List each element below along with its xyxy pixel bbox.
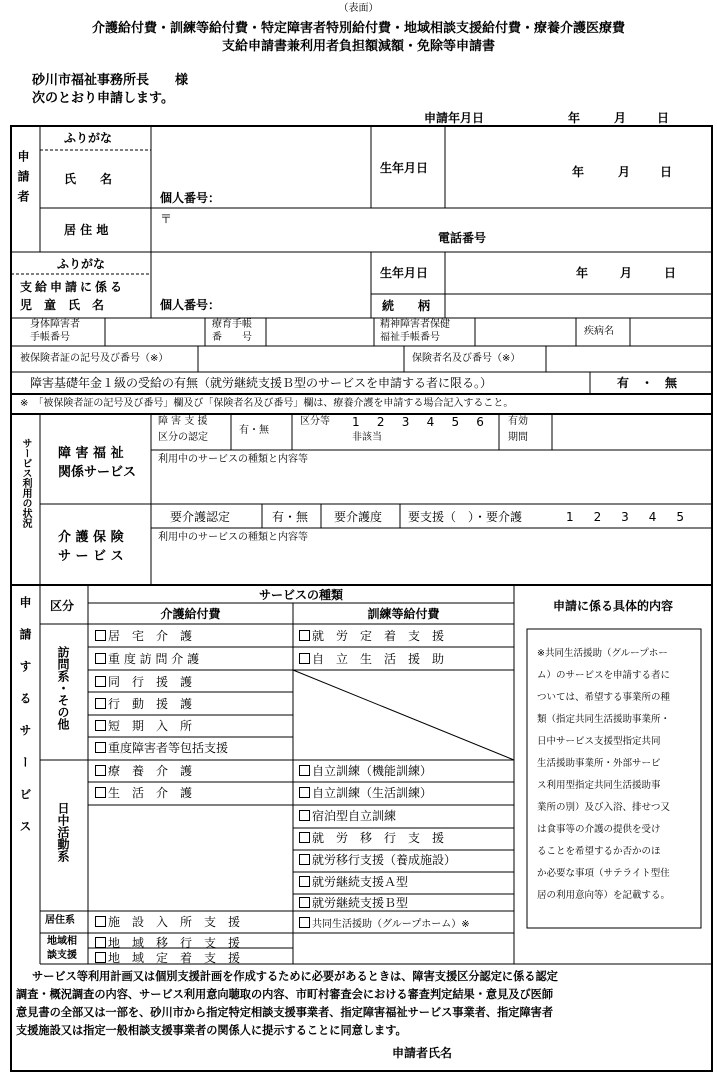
service-item-group-home[interactable]: 共同生活援助（グループホーム）※ (299, 917, 470, 930)
checkbox[interactable] (299, 630, 310, 641)
service-item-severe-visit-care[interactable]: 重 度 訪 問 介 護 (95, 653, 199, 665)
group-home-detail-note (537, 643, 670, 907)
service-item-functional-training[interactable]: 自立訓練（機能訓練） (299, 765, 432, 777)
child-mynumber-label[interactable]: 個人番号： (160, 298, 221, 312)
consent-line: 支援施設又は指定一般相談支援事業者の関係人に提示することに同意します。 (16, 1024, 407, 1037)
applicant-furigana-label: ふりがな (64, 131, 113, 145)
care-grade-5[interactable]: 5 (676, 510, 684, 524)
physical-handbook-label-2: 手帳番号 (30, 332, 70, 343)
checkbox[interactable] (299, 653, 310, 664)
consent-line: 調査・概況調査の内容、サービス利用意向聴取の内容、市町村審査会における審査判定結果・意見及び医師 (16, 988, 554, 1001)
disease-name-label: 疾病名 (584, 326, 614, 337)
note-insurance: ※ 「被保険者証の記号及び番号」欄及び「保険者名及び番号」欄は、療養介護を申請する場合記入すること。 (20, 398, 514, 409)
checkbox[interactable] (299, 832, 310, 843)
service-item-community-transition[interactable]: 地 域 移 行 支 援 (95, 937, 240, 949)
physical-handbook-label-1: 身体障害者 (30, 319, 80, 330)
service-item-facility-admission[interactable]: 施 設 入 所 支 援 (95, 916, 240, 928)
applicant-birth-year[interactable]: 年 (572, 165, 585, 179)
requested-services-section-label: 申請するサービス (18, 596, 32, 852)
support-category-yes-no[interactable]: 有・無 (239, 425, 269, 436)
not-applicable-option[interactable]: 非該当 (352, 432, 382, 443)
service-item-employment-transition-training[interactable]: 就労移行支援（養成施設） (299, 854, 456, 866)
detail-note-line: ※共同生活援助（グループホー (537, 648, 668, 659)
insurer-name-label: 保険者名及び番号（※） (412, 353, 521, 364)
care-grade-1[interactable]: 1 (566, 510, 574, 524)
page-side-label: （表面） (338, 3, 379, 14)
child-relation-label: 続 柄 (382, 299, 431, 313)
service-item-life-training[interactable]: 自立訓練（生活訓練） (299, 787, 432, 799)
request-detail-header: 申請に係る具体的内容 (552, 599, 673, 613)
detail-note-line: 業所の別）及び入浴、排せつ又 (537, 802, 671, 813)
care-certification-yes-no[interactable]: 有・無 (272, 510, 309, 524)
service-item-behavior-support[interactable]: 行 動 援 護 (95, 698, 192, 710)
form-title-line2: 支給申請書兼利用者負担額減額・免除等申請書 (221, 39, 495, 54)
service-item-accompany-support[interactable]: 同 行 援 護 (95, 676, 192, 688)
care-level-label: 要介護度 (334, 510, 383, 524)
care-insurance-label-2: サ ー ビ ス (58, 549, 124, 564)
service-item-home-care[interactable]: 居 宅 介 護 (95, 630, 192, 642)
mental-handbook-label-2: 福祉手帳番号 (380, 332, 440, 343)
care-benefits-header: 介護給付費 (160, 607, 221, 621)
application-date-label: 申請年月日 (424, 111, 485, 125)
consent-statement (16, 968, 558, 1040)
care-grade-2[interactable]: 2 (593, 510, 602, 524)
checkbox[interactable] (299, 765, 310, 776)
checkbox[interactable] (95, 937, 106, 948)
child-birth-month[interactable]: 月 (620, 266, 633, 280)
checkbox[interactable] (95, 698, 106, 709)
detail-note-line: ム）のサービスを申請する者に (537, 670, 671, 681)
support-category-label-2: 区分の認定 (158, 432, 208, 443)
support-category-label-1: 障 害 支 援 (158, 416, 208, 427)
applicant-address-label: 居 住 地 (64, 223, 109, 237)
welfare-service-label-2: 関係サービス (58, 465, 137, 480)
support-grade-3[interactable]: 3 (401, 415, 410, 429)
detail-note-line: 類（指定共同生活援助事業所・ (537, 714, 671, 725)
care-certification-label: 要介護認定 (170, 510, 231, 524)
region-group-label-1: 地域相 (47, 936, 77, 947)
grade-label: 区分等 (300, 416, 330, 427)
service-item-independent-living-assist[interactable]: 自 立 生 活 援 助 (299, 653, 444, 665)
checkbox[interactable] (299, 897, 310, 908)
service-item-community-settlement[interactable]: 地 域 定 着 支 援 (95, 952, 240, 964)
support-grade-6[interactable]: 6 (476, 415, 484, 429)
service-item-continued-employment-a[interactable]: 就労継続支援Ａ型 (299, 876, 408, 888)
rehab-handbook-label-2: 番 号 (212, 332, 252, 343)
support-grade-5[interactable]: 5 (451, 415, 460, 429)
application-date-month[interactable]: 月 (614, 111, 627, 125)
service-type-header: サービスの種類 (258, 588, 343, 602)
care-support-option[interactable]: 要支援（ ）・要介護 (408, 510, 523, 524)
service-item-life-care[interactable]: 生 活 介 護 (95, 787, 192, 799)
child-name-label-line2: 児 童 氏 名 (20, 298, 105, 312)
checkbox[interactable] (95, 787, 106, 798)
child-name-label-line1: 支給申請に係る (20, 280, 126, 294)
care-insurance-description-label: 利用中のサービスの種類と内容等 (158, 532, 308, 543)
detail-note-line: ス利用型指定共同生活援助事 (537, 780, 661, 791)
child-birthdate-label: 生年月日 (380, 266, 429, 280)
detail-note-line: ついては、希望する事業所の種 (537, 692, 671, 703)
rehab-handbook-label-1: 療育手帳 (212, 319, 252, 330)
welfare-service-description-label: 利用中のサービスの種類と内容等 (158, 454, 308, 465)
valid-period-label-1: 有効 (508, 416, 528, 427)
checkbox[interactable] (299, 854, 310, 865)
day-activity-group-label: 日中活動系 (56, 802, 70, 862)
service-item-medical-care[interactable]: 療 養 介 護 (95, 765, 192, 777)
residential-group-label: 居住系 (45, 915, 75, 926)
checkbox[interactable] (95, 916, 106, 927)
checkbox[interactable] (95, 952, 106, 963)
valid-period-label-2: 期間 (508, 432, 528, 443)
child-furigana-label: ふりがな (57, 257, 106, 271)
checkbox[interactable] (95, 720, 106, 731)
care-grade-3[interactable]: 3 (621, 510, 629, 524)
detail-note-line: か必要な事項（サテライト型住 (537, 868, 670, 879)
application-date-year[interactable]: 年 (568, 111, 581, 125)
checkbox[interactable] (95, 676, 106, 687)
care-insurance-label-1: 介 護 保 険 (58, 530, 124, 545)
service-item-comprehensive-support[interactable]: 重度障害者等包括支援 (95, 742, 228, 754)
detail-note-line: は食事等の介護の提供を受け (537, 824, 661, 835)
region-group-label-2: 談支援 (47, 950, 77, 961)
applicant-section-label: 申請者 (16, 150, 30, 210)
service-item-continued-employment-b[interactable]: 就労継続支援Ｂ型 (299, 897, 408, 909)
intro-text: 次のとおり申請します。 (32, 91, 174, 106)
applicant-birth-month[interactable]: 月 (618, 165, 631, 179)
consent-line: サービス等利用計画又は個別支援計画を作成するために必要があるときは、障害支援区分認定に係る認定 (32, 970, 558, 983)
applicant-phone-label[interactable]: 電話番号 (438, 231, 487, 245)
applicant-birthdate-label: 生年月日 (380, 161, 429, 175)
child-birth-day[interactable]: 日 (664, 266, 677, 280)
applicant-mynumber-label[interactable]: 個人番号： (160, 191, 221, 205)
pension-options[interactable]: 有 ・ 無 (617, 376, 678, 390)
checkbox[interactable] (299, 876, 310, 887)
training-benefits-header: 訓練等給付費 (367, 607, 440, 621)
applicant-name-label: 氏 名 (64, 172, 113, 186)
addressee: 砂川市福祉事務所長 様 (32, 73, 189, 88)
service-item-employment-transition[interactable]: 就 労 移 行 支 援 (299, 832, 444, 844)
support-grade-2[interactable]: 2 (376, 415, 385, 429)
checkbox[interactable] (95, 630, 106, 641)
service-item-short-stay[interactable]: 短 期 入 所 (95, 720, 192, 732)
service-item-employment-settlement[interactable]: 就 労 定 着 支 援 (299, 630, 444, 642)
category-header: 区分 (50, 599, 75, 613)
checkbox[interactable] (95, 653, 106, 664)
applicant-birth-day[interactable]: 日 (660, 165, 673, 179)
support-grade-4[interactable]: 4 (426, 415, 435, 429)
care-grade-options[interactable] (566, 511, 684, 523)
usage-section-label: サービス利用の状況 (20, 438, 31, 528)
checkbox[interactable] (95, 765, 106, 776)
detail-note-line: 日中サービス支援型指定共同 (537, 736, 661, 747)
welfare-service-label-1: 障 害 福 祉 (58, 446, 124, 461)
care-grade-4[interactable]: 4 (648, 510, 657, 524)
checkbox[interactable] (299, 810, 310, 821)
detail-note-line: ることを希望するか否かのほ (537, 846, 661, 857)
consent-line: 意見書の全部又は一部を、砂川市から指定特定相談支援事業者、指定障害福祉サービス事業者、指定障害者 (16, 1006, 554, 1019)
applicant-signature-label[interactable]: 申請者氏名 (392, 1046, 453, 1060)
checkbox[interactable] (299, 917, 310, 928)
mental-handbook-label-1: 精神障害者保健 (380, 319, 450, 330)
checkbox[interactable] (299, 787, 310, 798)
pension-question: 障害基礎年金１級の受給の有無（就労継続支援Ｂ型のサービスを申請する者に限る。） (30, 376, 493, 390)
child-birth-year[interactable]: 年 (576, 266, 589, 280)
form-title-line1: 介護給付費・訓練等給付費・特定障害者特別給付費・地域相談支援給付費・療養介護医療費 (91, 21, 625, 36)
insured-number-label: 被保険者証の記号及び番号（※） (20, 353, 169, 364)
applicant-postal-mark[interactable]: 〒 (160, 212, 173, 226)
detail-note-line: 生活援助事業所・外部サービ (537, 758, 661, 769)
application-date-day[interactable]: 日 (657, 111, 670, 125)
support-grade-1[interactable]: 1 (352, 415, 360, 429)
visit-group-label: 訪問系・その他 (56, 646, 70, 730)
checkbox[interactable] (95, 742, 106, 753)
detail-note-line: 居の利用意向等）を記載する。 (537, 890, 671, 901)
support-grade-options[interactable] (352, 416, 484, 428)
service-item-residential-training[interactable]: 宿泊型自立訓練 (299, 810, 396, 822)
